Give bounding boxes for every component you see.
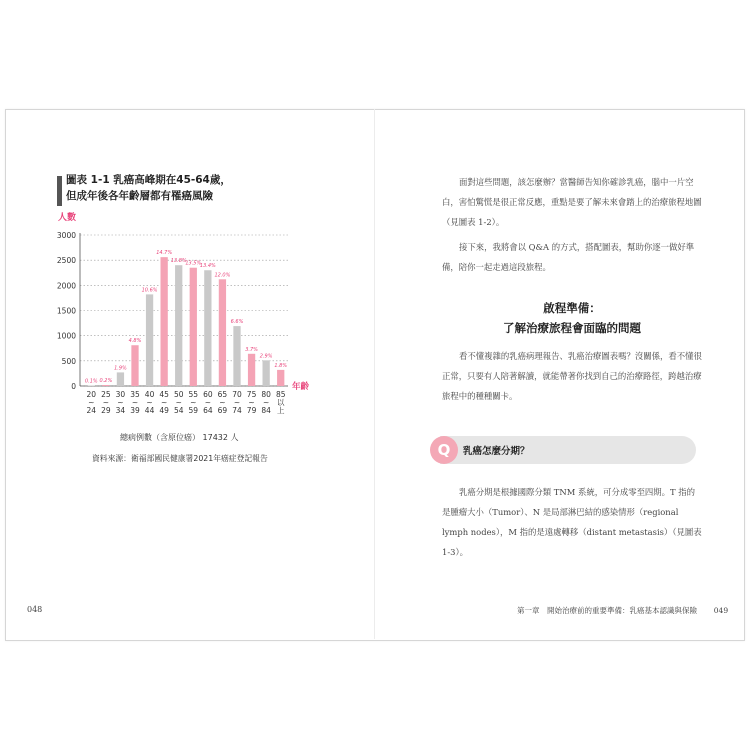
x-tick-label: ~ [248,398,255,407]
bar-data-label: 6.6% [230,319,244,326]
x-tick-label: ~ [102,398,110,407]
x-tick-label: 20 [86,390,97,399]
bar [175,265,182,386]
x-tick-label: 上 [276,406,285,415]
x-tick-label: 75 [246,390,257,399]
x-tick-label: 40 [144,390,155,399]
x-tick-label: ~ [160,398,168,407]
paragraph-4: 乳癌分期是根據國際分類 TNM 系統，可分成零至四期。T 指的是腫瘤大小（Tumor）、N 是局部淋巴結的感染情形（regional lymph nodes），M 指的是遠處轉移（distant metastasis）（見圖表 1-3）。 [442,487,702,557]
bar [88,385,95,386]
y-tick-label: 0 [71,382,76,391]
bar [233,326,240,386]
chapter-title: 第一章 開始治療前的重要準備：乳癌基本認識與保險 [517,606,697,615]
paragraph-3-block [442,346,702,406]
bar-data-label: 10.6% [141,287,158,294]
figure-title-line2: 但成年後各年齡層都有罹癌風險 [66,190,213,202]
x-tick-label: 79 [246,406,257,415]
x-tick-label: 64 [203,406,213,415]
paragraph-1: 面對這些問題，該怎麼辦？當醫師告知你確診乳癌，腦中一片空白，害怕驚慌是很正常反應，重點是要了解未來會踏上的治療旅程地圖（見圖表 1-2）。 [442,177,702,227]
bar [161,257,168,386]
book-gutter [374,109,375,639]
x-tick-label: ~ [219,398,226,407]
x-tick-label: 65 [217,390,228,399]
section-title-line2: 了解治療旅程會面臨的問題 [503,321,641,335]
paragraph-2: 接下來，我將會以 Q&A 的方式，搭配圖表，幫助你逐一做好準備，陪你一起走過這段旅程。 [442,242,695,272]
x-tick-label: 25 [101,390,111,399]
bar [248,354,255,386]
x-tick-label: 80 [261,390,271,399]
bar [204,270,211,386]
age-bar-chart [50,208,325,423]
total-cases-text: 總病例數（含原位癌） 17432 人 [120,433,239,442]
bar-data-label: 13.4% [199,263,216,270]
page-number-right: 049 [713,606,729,615]
x-tick-label: 74 [232,406,242,415]
bar-data-label: 13.8% [170,258,187,265]
x-tick-label: 60 [203,390,213,399]
bar-data-label: 12.0% [214,272,231,279]
bar-data-label: 0.2% [99,377,113,384]
x-tick-label: 84 [261,406,271,415]
x-tick-label: 55 [188,390,199,399]
x-tick-label: ~ [131,398,139,407]
x-tick-label: 50 [173,390,184,399]
figure-title-line1: 圖表 1-1 乳癌高峰期在45-64歲， [66,174,231,186]
paragraph-3: 看不懂複雜的乳癌病理報告、乳癌治療圖表嗎？沒關係，看不懂很正常，只要有人陪著解讀，就能帶著你找到自己的治療路徑，跨越治療旅程中的種種關卡。 [442,351,702,401]
bar-data-label: 1.8% [274,362,288,369]
x-tick-label: 39 [130,406,140,415]
x-tick-label: ~ [175,398,182,407]
bar [277,370,284,386]
question-box [430,436,696,464]
bar [146,294,153,386]
x-tick-label: 44 [144,406,155,415]
bar [219,279,226,386]
x-tick-label: ~ [117,398,124,407]
x-tick-label: 45 [159,390,169,399]
x-tick-label: ~ [88,398,95,407]
x-tick-label: 59 [188,406,199,415]
section-title-line1: 啟程準備： [543,301,601,315]
bar-data-label: 4.8% [128,338,142,345]
bar-data-label: 0.1% [84,378,98,385]
bar [263,360,270,386]
intro-paragraphs [442,172,702,277]
bar-data-label: 14.7% [156,250,173,257]
x-tick-label: ~ [146,398,153,407]
x-tick-label: 24 [86,406,97,415]
figure-title [66,172,231,204]
y-tick-label: 2500 [56,256,76,266]
x-tick-label: 69 [217,406,228,415]
bar [102,385,109,386]
x-tick-label: ~ [204,398,212,407]
bar-data-label: 2.9% [259,353,273,360]
x-tick-label: 70 [232,390,242,399]
bar-data-label: 3.7% [245,346,258,353]
x-tick-label: ~ [233,398,241,407]
data-source-text: 資料來源：衛福部國民健康署2021年癌症登記報告 [92,454,268,463]
x-tick-label: 以 [276,398,285,407]
x-tick-label: 35 [130,390,140,399]
page-number-left: 048 [27,605,43,614]
y-tick-label: 2000 [56,281,76,291]
bar [190,268,197,386]
q-icon: Q [430,436,458,464]
x-tick-label: 30 [115,390,126,399]
x-tick-label: 34 [115,406,126,415]
x-axis-label: 年齡 [292,382,310,392]
bar [131,345,138,386]
y-tick-label: 3000 [56,231,76,240]
x-tick-label: 54 [173,406,184,415]
question-label: 乳癌怎麼分期？ [463,446,530,457]
y-tick-label: 500 [61,356,76,366]
paragraph-4-block [442,482,702,562]
bar-data-label: 13.5% [185,260,202,267]
x-tick-label: ~ [190,398,197,407]
x-tick-label: 85 [275,390,286,399]
section-title [442,298,702,338]
chapter-footer [517,605,728,616]
y-tick-label: 1500 [56,306,76,316]
figure-heading-bar [57,176,62,206]
y-axis-label: 人數 [58,213,77,223]
x-tick-label: 49 [159,406,169,415]
x-tick-label: 29 [101,406,111,415]
x-tick-label: ~ [262,398,270,407]
bar [117,372,124,386]
y-tick-label: 1000 [56,331,76,341]
bar-data-label: 1.9% [114,365,127,372]
